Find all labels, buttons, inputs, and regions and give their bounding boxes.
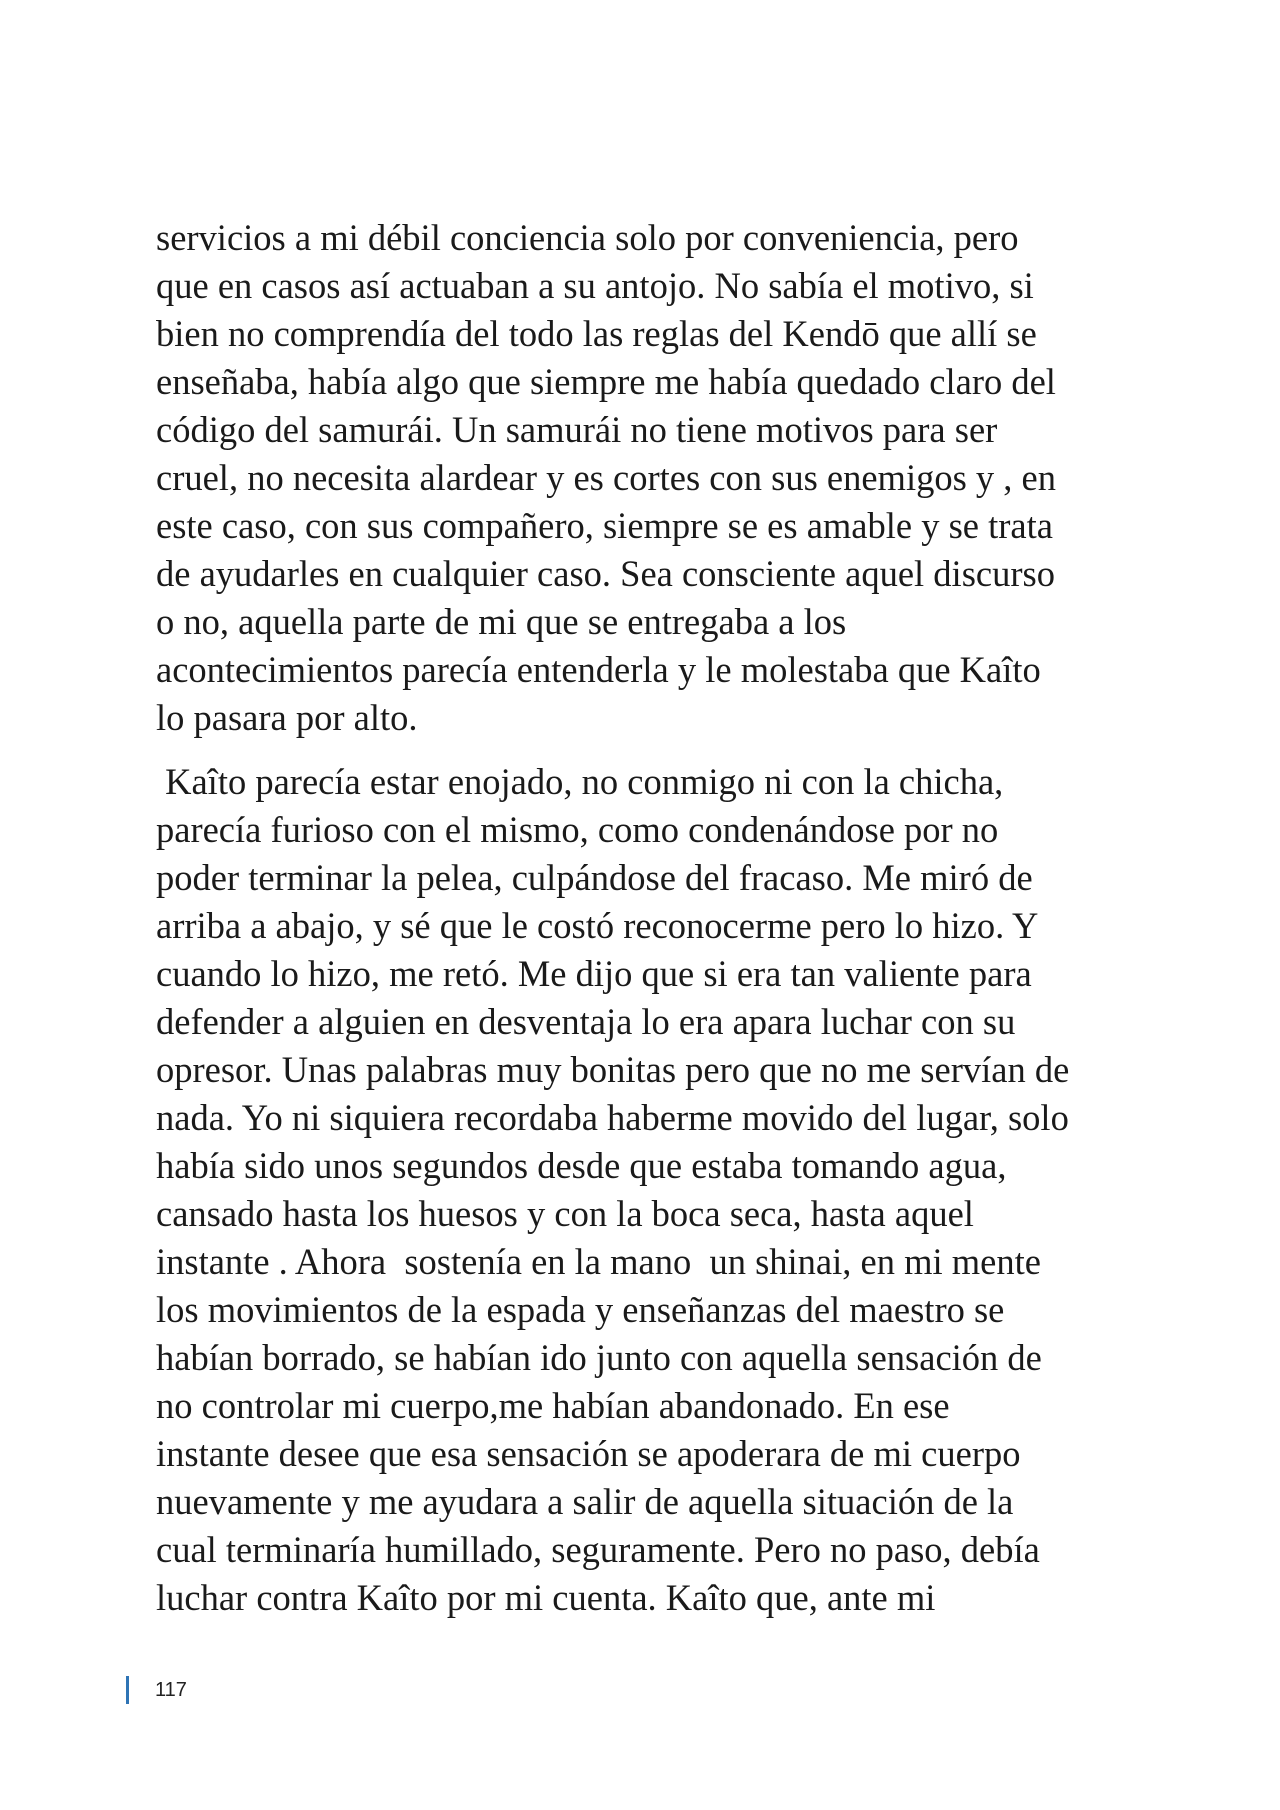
text-line: acontecimientos parecía entenderla y le molestaba que Kaîto [156,649,1041,690]
page-number-accent-bar [126,1676,129,1704]
page-number: 117 [155,1678,187,1701]
text-line: no controlar mi cuerpo,me habían abandonado. En ese [156,1385,950,1426]
text-line: cuando lo hizo, me retó. Me dijo que si era tan valiente para [156,953,1032,994]
text-line: enseñaba, había algo que siempre me había quedado claro del [156,361,1056,402]
text-line: de ayudarles en cualquier caso. Sea consciente aquel discurso [156,553,1055,594]
text-line: habían borrado, se habían ido junto con aquella sensación de [156,1337,1042,1378]
text-line: había sido unos segundos desde que estaba tomando agua, [156,1145,1007,1186]
text-line: Kaîto parecía estar enojado, no conmigo ni con la chicha, [156,761,1004,802]
text-line: nuevamente y me ayudara a salir de aquella situación de la [156,1481,1014,1522]
text-line: que en casos así actuaban a su antojo. No sabía el motivo, si [156,265,1034,306]
text-line: arriba a abajo, y sé que le costó reconocerme pero lo hizo. Y [156,905,1039,946]
paragraph-1 [156,214,1156,742]
text-line: cruel, no necesita alardear y es cortes con sus enemigos y , en [156,457,1056,498]
page-footer [126,1676,187,1704]
text-line: bien no comprendía del todo las reglas del Kendō que allí se [156,313,1037,354]
text-line: poder terminar la pelea, culpándose del fracaso. Me miró de [156,857,1033,898]
text-line: servicios a mi débil conciencia solo por conveniencia, pero [156,217,1019,258]
text-line: o no, aquella parte de mi que se entregaba a los [156,601,847,642]
text-line: instante . Ahora sostenía en la mano un shinai, en mi mente [156,1241,1041,1282]
text-line: parecía furioso con el mismo, como condenándose por no [156,809,999,850]
text-line: cual terminaría humillado, seguramente. Pero no paso, debía [156,1529,1040,1570]
paragraph-spacer [156,742,1156,758]
text-line: instante desee que esa sensación se apoderara de mi cuerpo [156,1433,1021,1474]
text-line: nada. Yo ni siquiera recordaba haberme movido del lugar, solo [156,1097,1069,1138]
text-line: los movimientos de la espada y enseñanzas del maestro se [156,1289,1005,1330]
text-line: luchar contra Kaîto por mi cuenta. Kaîto que, ante mi [156,1577,936,1618]
text-line: cansado hasta los huesos y con la boca seca, hasta aquel [156,1193,974,1234]
text-line: opresor. Unas palabras muy bonitas pero que no me servían de [156,1049,1070,1090]
text-line: código del samurái. Un samurái no tiene motivos para ser [156,409,998,450]
paragraph-2 [156,758,1156,1622]
text-line: defender a alguien en desventaja lo era apara luchar con su [156,1001,1016,1042]
body-text [156,214,1156,1622]
text-line: este caso, con sus compañero, siempre se es amable y se trata [156,505,1053,546]
text-line: lo pasara por alto. [156,697,418,738]
